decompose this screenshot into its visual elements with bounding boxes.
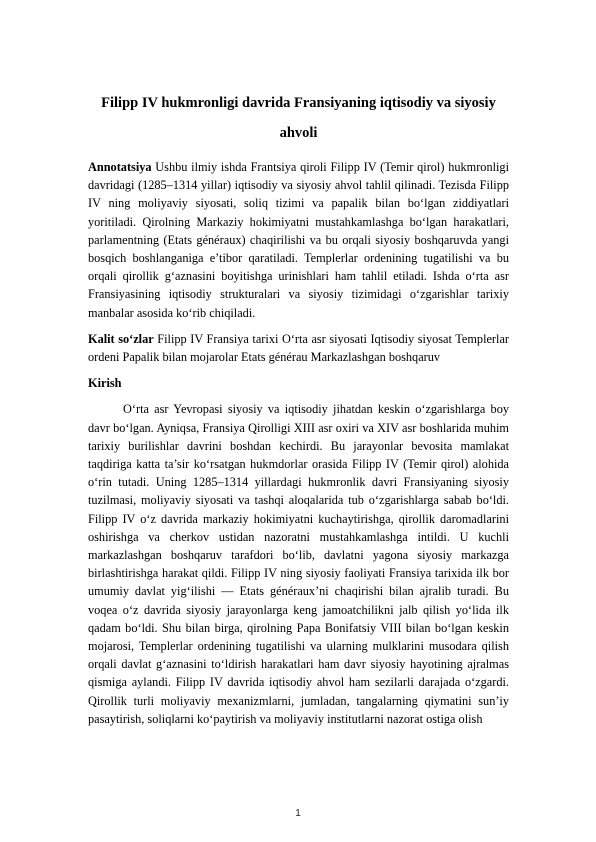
section-heading: Kirish	[88, 376, 122, 391]
annotation-paragraph	[88, 158, 509, 322]
annotation-label: Annotatsiya	[88, 160, 152, 174]
page-number: 1	[295, 808, 301, 819]
annotation-text: Ushbu ilmiy ishda Frantsiya qiroli Filipp IV (Temir qirol) hukmronligi davridagi (1285–1314 yillar) iqtisodiy va siyosiy ahvol tahlil qilinadi. Tezisda Filipp IV ning moliyaviy siyosati, soliq tizimi va papalik bilan bo‘lgan ziddiyatlari yoritiladi. Qirolning Markaziy hokimiyatni mustahkamlashga bo‘lgan harakatlari, parlamentning (Etats généraux) chaqirilishi va bu orqali siyosiy boshqaruvda yangi bosqich boshlanganiga e’tibor qaratiladi. Templerlar ordenining tugatilishi va bu orqali qirollik g‘aznasini boyitishga urinishlari ham tahlil etiladi. Ishda o‘rta asr Fransiyasining iqtisodiy strukturalari va siyosiy tizimidagi o‘zgarishlar tarixiy manbalar asosida ko‘rib chiqiladi.	[88, 160, 509, 320]
document-title: Filipp IV hukmronligi davrida Fransiyaning iqtisodiy va siyosiy ahvoli	[101, 95, 496, 141]
intro-paragraph: O‘rta asr Yevropasi siyosiy va iqtisodiy jihatdan keskin o‘zgarishlarga boy davr bo‘lgan. Ayniqsa, Fransiya Qirolligi XIII asr oxiri va XIV asr boshlarida muhim tarixiy burilishlar davrini boshdan kechirdi. Bu jarayonlar bevosita mamlakat taqdiriga katta ta’sir ko‘rsatgan hukmdorlar orasida Filipp IV (Temir qirol) alohida o‘rin tutadi. Uning 1285–1314 yillardagi hukmronlik davri Fransiyaning siyosiy tuzilmasi, moliyaviy siyosati va tashqi aloqalarida tub o‘zgarishlarga sabab bo‘ldi. Filipp IV o‘z davrida markaziy hokimiyatni kuchaytirishga, qirollik daromadlarini oshirishga va cherkov ustidan nazoratni mustahkamlashga intildi. U kuchli markazlashgan boshqaruv tarafdori bo‘lib, davlatni yagona siyosiy markazga birlashtirishga harakat qildi. Filipp IV ning siyosiy faoliyati Fransiya tarixida ilk bor umumiy davlat yig‘ilishi — Etats généraux’ni chaqirishi bilan ajralib turadi. Bu voqea o‘z davrida siyosiy jarayonlarga keng jamoatchilikni jalb qilish yo‘lida ilk qadam bo‘ldi. Shu bilan birga, qirolning Papa Bonifatsiy VIII bilan bo‘lgan keskin mojarosi, Templerlar ordenining tugatilishi va ularning mulklarini musodara qilish orqali davlat g‘aznasini to‘ldirish harakatlari ham davr siyosiy hayotining ajralmas qismiga aylandi. Filipp IV davrida iqtisodiy ahvol ham sezilarli darajada o‘zgardi. Qirollik turli moliyaviy mexanizmlarni, jumladan, tangalarning qiymatini sun’iy pasaytirish, soliqlarni ko‘paytirish va moliyaviy institutlarni nazorat ostiga olish	[88, 402, 509, 726]
keywords-text: Filipp IV Fransiya tarixi O‘rta asr siyosati Iqtisodiy siyosat Templerlar ordeni Papalik bilan mojarolar Etats générau Markazlashgan boshqaruv	[88, 331, 510, 365]
keywords-label: Kalit so‘zlar	[88, 331, 154, 346]
keywords-paragraph	[88, 330, 509, 366]
document-page	[88, 88, 509, 728]
